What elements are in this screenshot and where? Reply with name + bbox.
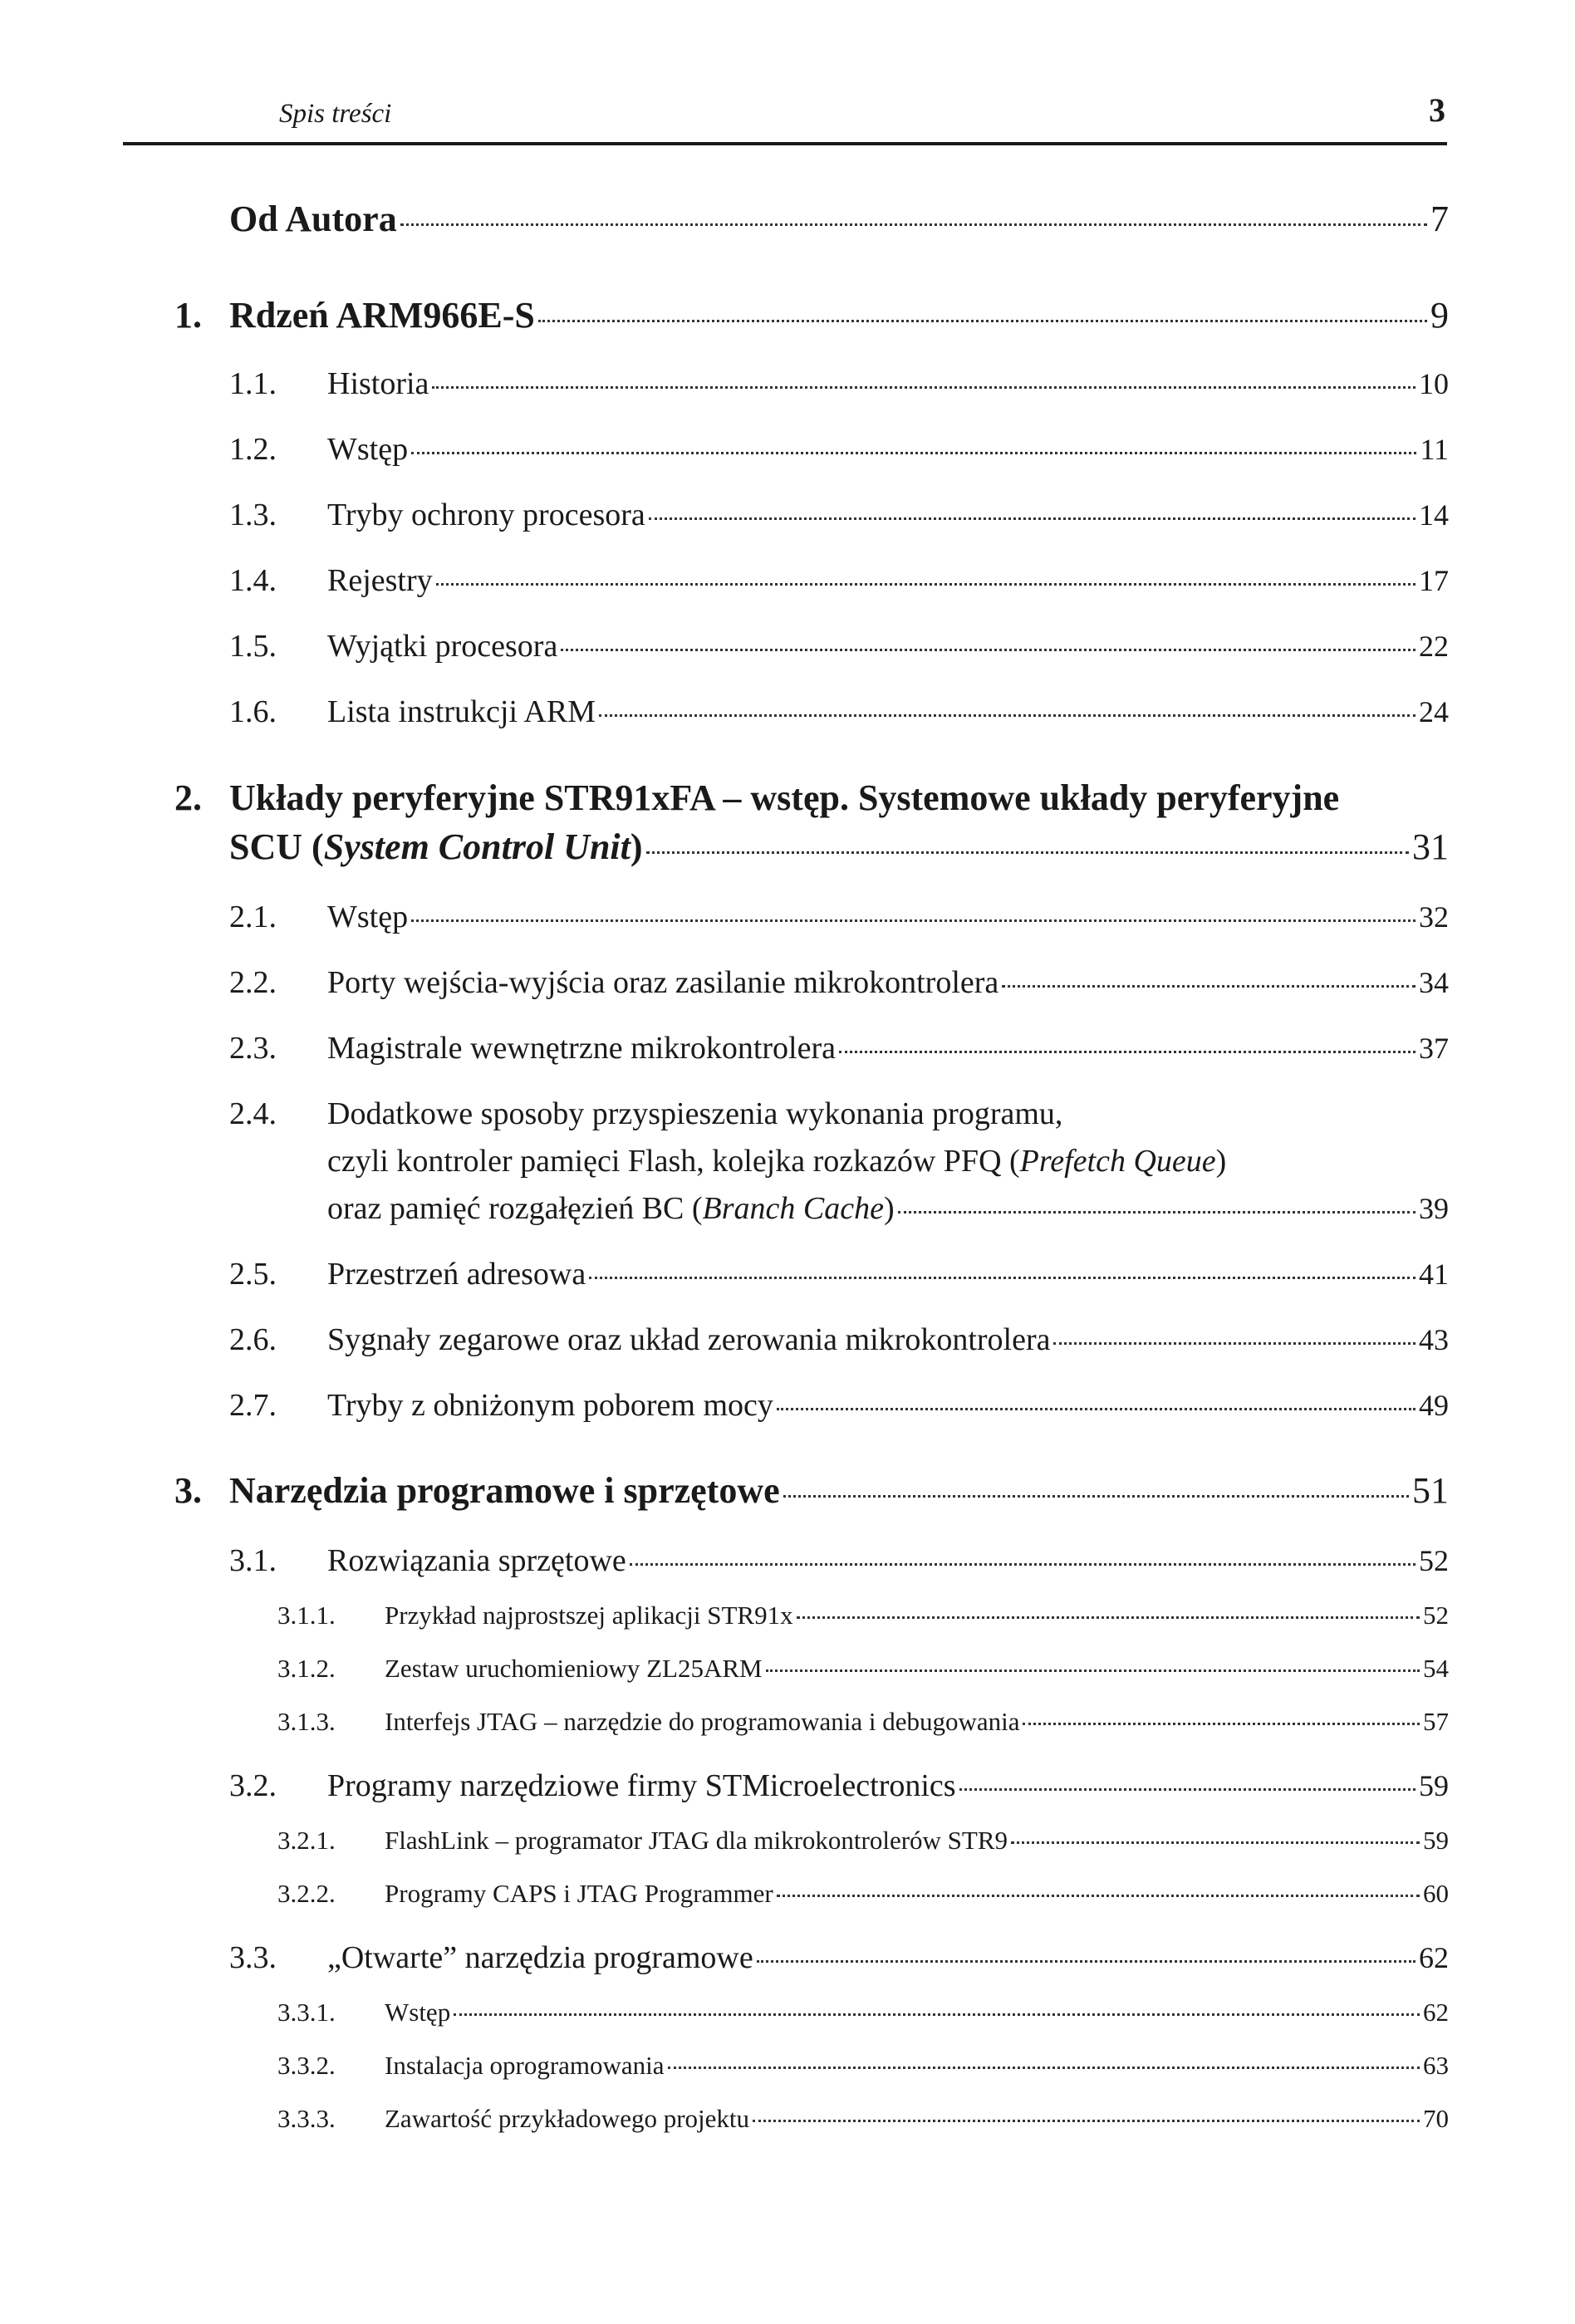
toc-entry-title: Zestaw uruchomieniowy ZL25ARM bbox=[385, 1654, 763, 1683]
toc-entry-section[interactable] bbox=[327, 961, 1449, 1004]
toc-entry-preface[interactable] bbox=[229, 194, 1449, 244]
section-number: 2.3. bbox=[229, 1031, 277, 1066]
subsection-number: 3.1.1. bbox=[277, 1601, 336, 1630]
toc-entry-section[interactable] bbox=[327, 362, 1449, 405]
toc-entry-section[interactable] bbox=[327, 1936, 1449, 1979]
toc-entry-section[interactable] bbox=[327, 895, 1449, 939]
toc-entry-subsection[interactable] bbox=[385, 2047, 1449, 2084]
subsection-number: 3.3.2. bbox=[277, 2051, 336, 2080]
toc-entry-section[interactable] bbox=[327, 690, 1449, 733]
toc-entry-section[interactable] bbox=[327, 1539, 1449, 1582]
toc-entry-title: Programy narzędziowe firmy STMicroelectronics bbox=[327, 1768, 956, 1803]
toc-entry-title: Przykład najprostszej aplikacji STR91x bbox=[385, 1601, 793, 1630]
header-rule bbox=[123, 142, 1447, 145]
dot-leader bbox=[797, 1616, 1420, 1619]
section-number: 3.1. bbox=[229, 1543, 277, 1578]
toc-entry-page: 10 bbox=[1419, 367, 1449, 400]
toc-entry-title: Wstęp bbox=[327, 900, 409, 934]
toc-entry-chapter-1[interactable] bbox=[229, 291, 1449, 341]
toc-entry-section[interactable] bbox=[327, 1187, 1449, 1230]
dot-leader bbox=[959, 1788, 1416, 1791]
section-number: 1.5. bbox=[229, 629, 277, 664]
toc-entry-title: Rozwiązania sprzętowe bbox=[327, 1543, 626, 1578]
dot-leader bbox=[898, 1211, 1416, 1213]
dot-leader bbox=[1011, 1841, 1420, 1844]
toc-entry-section[interactable] bbox=[327, 428, 1449, 471]
dot-leader bbox=[411, 919, 1416, 922]
toc-entry-page: 31 bbox=[1412, 826, 1449, 867]
toc-entry-page: 59 bbox=[1419, 1769, 1449, 1802]
toc-entry-page: 11 bbox=[1420, 433, 1449, 466]
dot-leader bbox=[1002, 985, 1416, 988]
toc-entry-section[interactable] bbox=[327, 1253, 1449, 1296]
section-number: 2.2. bbox=[229, 965, 277, 1000]
toc-entry-page: 24 bbox=[1419, 695, 1449, 728]
subsection-number: 3.3.3. bbox=[277, 2104, 336, 2133]
dot-leader bbox=[766, 1669, 1420, 1672]
section-2-4-line-2[interactable]: czyli kontroler pamięci Flash, kolejka rozkazów PFQ (Prefetch Queue) bbox=[327, 1144, 1227, 1179]
toc-entry-title: Programy CAPS i JTAG Programmer bbox=[385, 1879, 773, 1908]
toc-entry-title: Lista instrukcji ARM bbox=[327, 694, 596, 729]
section-number: 2.7. bbox=[229, 1388, 277, 1423]
toc-entry-subsection[interactable] bbox=[385, 1597, 1449, 1634]
toc-entry-page: 22 bbox=[1419, 630, 1449, 663]
subsection-number: 3.3.1. bbox=[277, 1998, 336, 2027]
dot-leader bbox=[783, 1495, 1409, 1498]
toc-entry-title: Interfejs JTAG – narzędzie do programowania i debugowania bbox=[385, 1707, 1020, 1736]
dot-leader bbox=[649, 517, 1416, 520]
dot-leader bbox=[839, 1051, 1416, 1053]
toc-entry-title: Zawartość przykładowego projektu bbox=[385, 2104, 750, 2133]
toc-entry-subsection[interactable] bbox=[385, 1875, 1449, 1912]
section-number: 1.6. bbox=[229, 694, 277, 729]
dot-leader bbox=[432, 386, 1416, 389]
toc-entry-section[interactable] bbox=[327, 1764, 1449, 1807]
toc-entry-title: „Otwarte” narzędzia programowe bbox=[327, 1940, 753, 1975]
dot-leader bbox=[454, 2013, 1420, 2016]
toc-entry-title: Instalacja oprogramowania bbox=[385, 2051, 665, 2080]
toc-entry-page: 59 bbox=[1423, 1826, 1449, 1855]
toc-entry-page: 14 bbox=[1419, 498, 1449, 532]
chapter-number: 1. bbox=[174, 295, 202, 336]
dot-leader bbox=[1023, 1723, 1420, 1725]
toc-entry-title: Porty wejścia-wyjścia oraz zasilanie mikrokontrolera bbox=[327, 965, 999, 1000]
toc-entry-title: Wstęp bbox=[385, 1998, 451, 2027]
toc-entry-title: Magistrale wewnętrzne mikrokontrolera bbox=[327, 1031, 836, 1066]
toc-entry-title: Historia bbox=[327, 366, 429, 401]
dot-leader bbox=[646, 851, 1409, 854]
dot-leader bbox=[436, 583, 1416, 586]
toc-entry-page: 17 bbox=[1419, 564, 1449, 597]
section-number: 1.1. bbox=[229, 366, 277, 401]
section-number: 2.5. bbox=[229, 1257, 277, 1292]
toc-entry-page: 62 bbox=[1419, 1941, 1449, 1974]
toc-entry-title: Rdzeń ARM966E-S bbox=[229, 295, 535, 336]
toc-entry-page: 39 bbox=[1419, 1192, 1449, 1225]
running-header-page-number: 3 bbox=[1429, 91, 1445, 129]
toc-entry-page: 70 bbox=[1423, 2104, 1449, 2133]
toc-entry-page: 60 bbox=[1423, 1879, 1449, 1908]
dot-leader bbox=[777, 1895, 1420, 1897]
toc-entry-subsection[interactable] bbox=[385, 1650, 1449, 1687]
subsection-number: 3.2.1. bbox=[277, 1826, 336, 1855]
subsection-number: 3.1.3. bbox=[277, 1707, 336, 1736]
toc-entry-subsection[interactable] bbox=[385, 1822, 1449, 1859]
toc-entry-title: Tryby ochrony procesora bbox=[327, 498, 645, 532]
toc-entry-title: Tryby z obniżonym poborem mocy bbox=[327, 1388, 773, 1423]
chapter-number: 2. bbox=[174, 777, 202, 818]
italic-term: Prefetch Queue bbox=[1019, 1144, 1216, 1179]
toc-entry-page: 63 bbox=[1423, 2051, 1449, 2080]
toc-entry-chapter-2[interactable] bbox=[229, 822, 1449, 872]
toc-entry-title: FlashLink – programator JTAG dla mikrokontrolerów STR9 bbox=[385, 1826, 1008, 1855]
toc-entry-subsection[interactable] bbox=[385, 2101, 1449, 2137]
section-number: 3.3. bbox=[229, 1940, 277, 1975]
chapter-number: 3. bbox=[174, 1470, 202, 1511]
section-number: 2.6. bbox=[229, 1322, 277, 1357]
dot-leader bbox=[753, 2120, 1420, 2122]
dot-leader bbox=[411, 452, 1416, 454]
toc-entry-title: Narzędzia programowe i sprzętowe bbox=[229, 1470, 780, 1511]
dot-leader bbox=[561, 649, 1416, 651]
toc-entry-page: 51 bbox=[1412, 1470, 1449, 1511]
toc-entry-section[interactable] bbox=[327, 559, 1449, 602]
toc-entry-page: 54 bbox=[1423, 1654, 1449, 1683]
toc-entry-section[interactable] bbox=[327, 493, 1449, 537]
dot-leader bbox=[777, 1408, 1416, 1410]
toc-entry-page: 37 bbox=[1419, 1032, 1449, 1065]
section-number: 2.1. bbox=[229, 900, 277, 934]
chapter-2-title-line-1[interactable]: Układy peryferyjne STR91xFA – wstęp. Systemowe układy peryferyjne bbox=[229, 777, 1340, 818]
toc-entry-title: Rejestry bbox=[327, 563, 433, 598]
toc-entry-page: 57 bbox=[1423, 1707, 1449, 1736]
dot-leader bbox=[400, 223, 1427, 226]
toc-entry-page: 9 bbox=[1430, 295, 1449, 336]
section-number: 1.4. bbox=[229, 563, 277, 598]
section-number: 3.2. bbox=[229, 1768, 277, 1803]
section-number: 1.3. bbox=[229, 498, 277, 532]
dot-leader bbox=[538, 320, 1427, 322]
toc-entry-title: Od Autora bbox=[229, 199, 397, 239]
running-header-title: Spis treści bbox=[279, 99, 392, 129]
section-number: 2.4. bbox=[229, 1096, 277, 1131]
dot-leader bbox=[589, 1277, 1416, 1279]
toc-entry-subsection[interactable] bbox=[385, 1704, 1449, 1740]
dot-leader bbox=[599, 714, 1416, 717]
toc-entry-title: Sygnały zegarowe oraz układ zerowania mikrokontrolera bbox=[327, 1322, 1051, 1357]
dot-leader bbox=[668, 2067, 1420, 2069]
toc-entry-page: 32 bbox=[1419, 900, 1449, 934]
toc-entry-section[interactable] bbox=[327, 1318, 1449, 1361]
subsection-number: 3.1.2. bbox=[277, 1654, 336, 1683]
toc-entry-title: SCU (System Control Unit) bbox=[229, 826, 643, 867]
toc-entry-title: Przestrzeń adresowa bbox=[327, 1257, 586, 1292]
dot-leader bbox=[1053, 1342, 1416, 1345]
toc-entry-section[interactable] bbox=[327, 625, 1449, 668]
toc-entry-title: Wstęp bbox=[327, 432, 409, 467]
dot-leader bbox=[757, 1960, 1416, 1963]
toc-entry-page: 7 bbox=[1430, 199, 1449, 239]
toc-entry-page: 62 bbox=[1423, 1998, 1449, 2027]
toc-entry-page: 43 bbox=[1419, 1323, 1449, 1356]
toc-entry-page: 34 bbox=[1419, 966, 1449, 999]
toc-entry-subsection[interactable] bbox=[385, 1994, 1449, 2031]
toc-entry-page: 52 bbox=[1423, 1601, 1449, 1630]
toc-entry-page: 49 bbox=[1419, 1389, 1449, 1422]
toc-entry-page: 52 bbox=[1419, 1544, 1449, 1577]
dot-leader bbox=[630, 1563, 1416, 1566]
subsection-number: 3.2.2. bbox=[277, 1879, 336, 1908]
toc-entry-section[interactable] bbox=[327, 1384, 1449, 1427]
section-2-4-line-1[interactable]: Dodatkowe sposoby przyspieszenia wykonania programu, bbox=[327, 1096, 1063, 1131]
italic-term: System Control Unit bbox=[323, 826, 630, 867]
toc-entry-title: Wyjątki procesora bbox=[327, 629, 558, 664]
toc-entry-chapter-3[interactable] bbox=[229, 1466, 1449, 1516]
toc-entry-page: 41 bbox=[1419, 1258, 1449, 1291]
toc-entry-title: oraz pamięć rozgałęzień BC (Branch Cache) bbox=[327, 1191, 895, 1226]
toc-entry-section[interactable] bbox=[327, 1027, 1449, 1070]
italic-term: Branch Cache bbox=[702, 1191, 884, 1226]
section-number: 1.2. bbox=[229, 432, 277, 467]
